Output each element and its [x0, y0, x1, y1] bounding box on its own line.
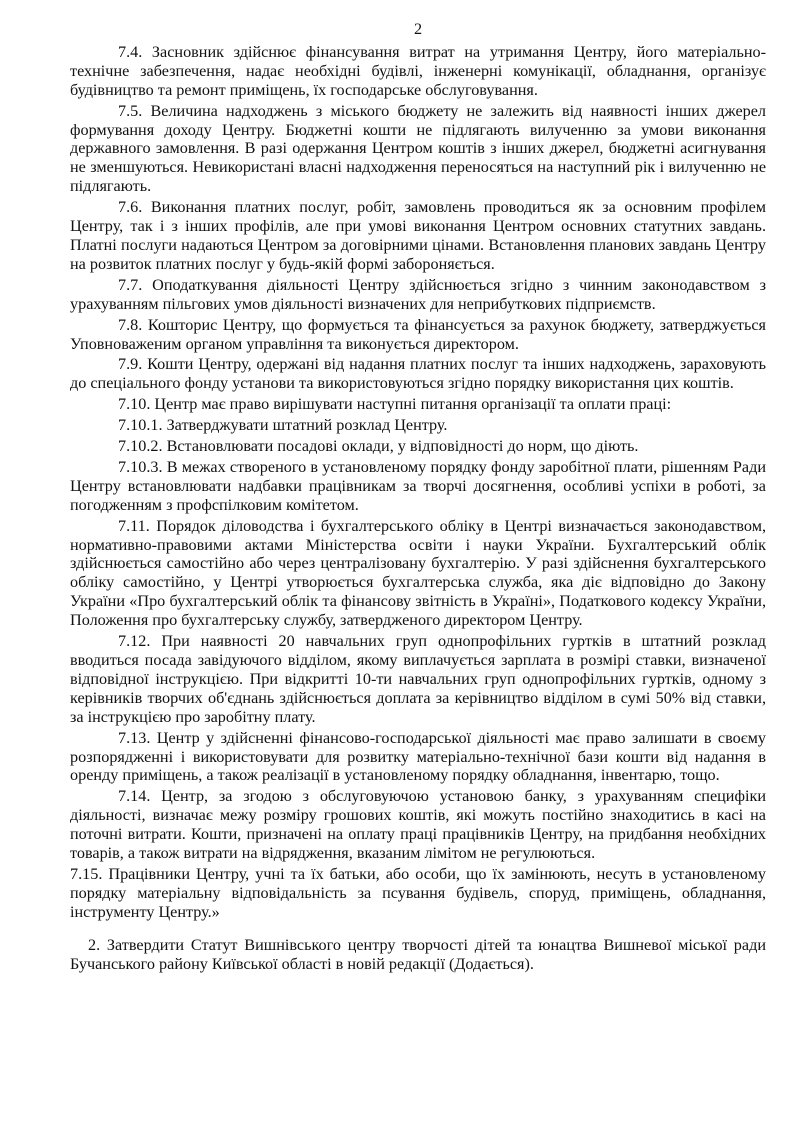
- paragraph-7-8: 7.8. Кошторис Центру, що формується та фінансується за рахунок бюджету, затверджується Уповноваженим органом управління та виконується директором.: [70, 315, 766, 353]
- paragraph-7-10-3: 7.10.3. В межах створеного в установленому порядку фонду заробітної плати, рішенням Ради Центру встановлювати надбавки працівникам за творчі досягнення, особливі успіхи в роботі, за погодженням з профспілковим комітетом.: [70, 457, 766, 514]
- paragraph-7-9: 7.9. Кошти Центру, одержані від надання платних послуг та інших надходжень, зараховують до спеціального фонду установи та використовуються згідно порядку використання цих коштів.: [70, 355, 766, 393]
- paragraph-7-10-1: 7.10.1. Затверджувати штатний розклад Центру.: [118, 416, 448, 435]
- paragraph-7-13: 7.13. Центр у здійсненні фінансово-господарської діяльності має право залишати в своєму розпорядженні і використовувати для розвитку матеріально-технічної бази кошти від надання в оренду приміщень, а також реалізації в установленому порядку обладнання, інвентарю, тощо.: [70, 728, 766, 785]
- paragraph-item-2: 2. Затвердити Статут Вишнівського центру творчості дітей та юнацтва Вишневої міської ради Бучанського району Київської області в новій редакції (Додається).: [70, 935, 766, 973]
- paragraph-7-15: 7.15. Працівники Центру, учні та їх батьки, або особи, що їх замінюють, несуть в установленому порядку матеріальну відповідальність за псування будівель, споруд, приміщень, обладнання, інструменту Центру.»: [70, 864, 766, 921]
- paragraph-7-5: 7.5. Величина надходжень з міського бюджету не залежить від наявності інших джерел формування доходу Центру. Бюджетні кошти не підлягають вилученню за умови виконання державного замовлення. В разі одержання Центром коштів з інших джерел, бюджетні асигнування не зменшуються. Невикористані власні надходження переносяться на наступний рік і вилученню не підлягають.: [70, 101, 766, 196]
- paragraph-7-11: 7.11. Порядок діловодства і бухгалтерського обліку в Центрі визначається законодавством, нормативно-правовими актами Міністерства освіти і науки України. Бухгалтерський облік здійснюється самостійно або через централізовану бухгалтерію. У разі здійснення бухгалтерського обліку самостійно, у Центрі утворюється бухгалтерська служба, яка діє відповідно до Закону України «Про бухгалтерський облік та фінансову звітність в Україні», Податкового кодексу України, Положення про бухгалтерську службу, затвердженого директором Центру.: [70, 516, 766, 630]
- paragraph-7-6: 7.6. Виконання платних послуг, робіт, замовлень проводиться як за основним профілем Центру, так і з інших профілів, але при умові виконання Центром основних статутних завдань. Платні послуги надаються Центром за договірними цінами. Встановлення планових завдань Центру на розвиток платних послуг у будь-якій формі забороняється.: [70, 198, 766, 273]
- paragraph-7-14: 7.14. Центр, за згодою з обслуговуючою установою банку, з урахуванням специфіки діяльності, визначає межу розміру грошових коштів, які можуть постійно знаходитись в касі на поточні витрати. Кошти, призначені на оплату праці працівників Центру, на придбання необхідних товарів, а також витрати на відрядження, вказаним лімітом не регулюються.: [70, 787, 766, 863]
- paragraph-7-7: 7.7. Оподаткування діяльності Центру здійснюється згідно з чинним законодавством з урахуванням пільгових умов діяльності визначених для неприбуткових підприємств.: [70, 275, 766, 313]
- page-number: 2: [413, 20, 423, 38]
- paragraph-7-12: 7.12. При наявності 20 навчальних груп однопрофільних гуртків в штатний розклад вводиться посада завідуючого відділом, якому виплачується зарплата в розмірі ставки, визначеної відповідної інструкцією. При відкритті 10-ти навчальних груп однопрофільних гуртків, одному з керівників творчих об'єднань здійснюється доплата за керівництво відділом в сумі 50% від ставки, за інструкцією про заробітну плату.: [70, 632, 766, 726]
- paragraph-7-10-2: 7.10.2. Встановлювати посадові оклади, у відповідності до норм, що діють.: [118, 437, 639, 456]
- paragraph-7-4: 7.4. Засновник здійснює фінансування витрат на утримання Центру, його матеріально-технічне забезпечення, надає необхідні будівлі, інженерні комунікації, обладнання, організує будівництво та ремонт приміщень, їх господарське обслуговування.: [70, 42, 766, 99]
- paragraph-7-10: 7.10. Центр має право вирішувати наступні питання організації та оплати праці:: [118, 395, 672, 414]
